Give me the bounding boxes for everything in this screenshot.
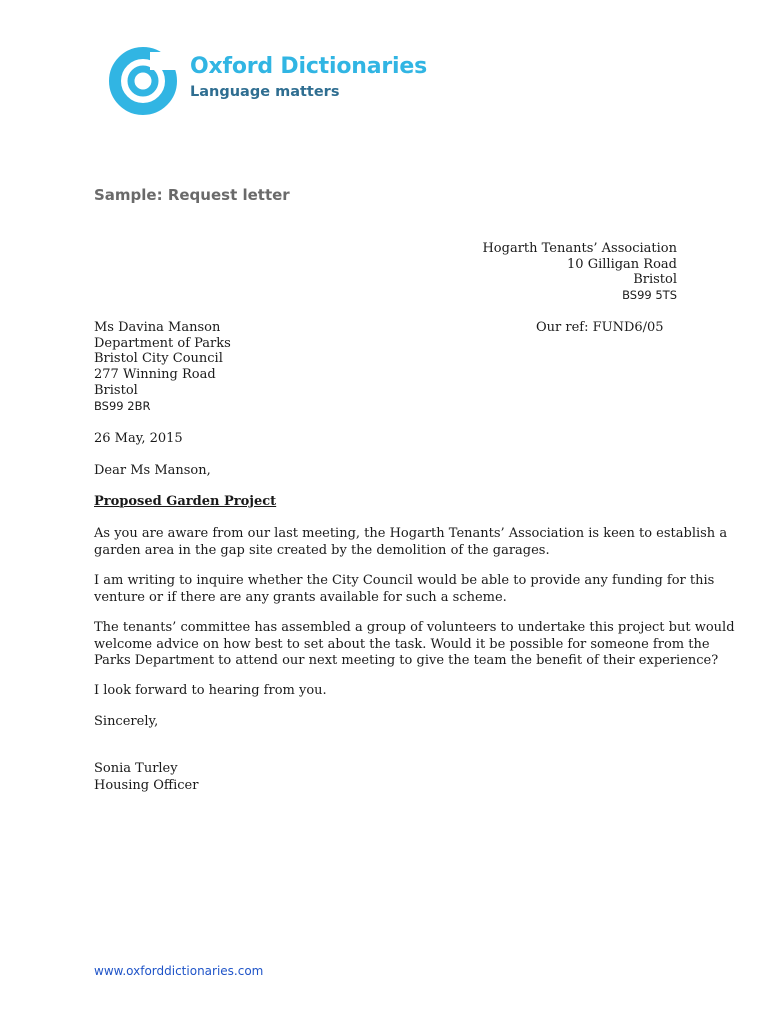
body-paragraph-4 xyxy=(94,683,694,700)
reference-number: Our ref: FUND6/05 xyxy=(536,320,664,335)
document-title: Sample: Request letter xyxy=(94,186,290,204)
body-paragraph-2 xyxy=(94,573,715,606)
body-line: I look forward to hearing from you. xyxy=(94,683,327,698)
salutation: Dear Ms Manson, xyxy=(94,463,211,478)
signature-name: Sonia Turley xyxy=(94,761,178,776)
closing: Sincerely, xyxy=(94,714,159,729)
sender-city: Bristol xyxy=(633,272,677,288)
subject-line: Proposed Garden Project xyxy=(94,494,277,509)
body-line: Parks Department to attend our next meeting to give the team the benefit of their experience? xyxy=(94,653,719,668)
signature-title: Housing Officer xyxy=(94,777,199,793)
recipient-address xyxy=(94,320,231,414)
body-line: As you are aware from our last meeting, the Hogarth Tenants’ Association is keen to establish a xyxy=(94,526,728,541)
brand-logo xyxy=(108,46,427,118)
oxford-dictionaries-logo-icon xyxy=(108,46,178,116)
letter-date: 26 May, 2015 xyxy=(94,431,183,446)
body-line: The tenants’ committee has assembled a group of volunteers to undertake this project but would xyxy=(94,620,735,635)
body-line: venture or if there are any grants available for such a scheme. xyxy=(94,589,507,605)
recipient-organisation: Bristol City Council xyxy=(94,351,223,367)
sender-organisation: Hogarth Tenants’ Association xyxy=(482,241,677,256)
recipient-postcode: BS99 2BR xyxy=(94,398,151,413)
recipient-city: Bristol xyxy=(94,382,138,398)
footer-website-link[interactable]: www.oxforddictionaries.com xyxy=(94,964,264,978)
body-line: garden area in the gap site created by the demolition of the garages. xyxy=(94,542,550,558)
body-line: welcome advice on how best to set about the task. Would it be possible for someone from the xyxy=(94,636,710,652)
recipient-street: 277 Winning Road xyxy=(94,367,216,383)
signature-block xyxy=(94,761,694,794)
sender-postcode: BS99 5TS xyxy=(622,288,677,303)
sender-address xyxy=(482,241,677,304)
body-paragraph-1 xyxy=(94,526,728,559)
recipient-department: Department of Parks xyxy=(94,335,231,351)
recipient-name: Ms Davina Manson xyxy=(94,320,221,335)
body-line: I am writing to inquire whether the City Council would be able to provide any funding for this xyxy=(94,573,715,588)
brand-name: Oxford Dictionaries xyxy=(190,54,427,79)
body-paragraph-3 xyxy=(94,620,735,670)
brand-tagline: Language matters xyxy=(190,84,340,100)
sender-street: 10 Gilligan Road xyxy=(567,256,677,272)
